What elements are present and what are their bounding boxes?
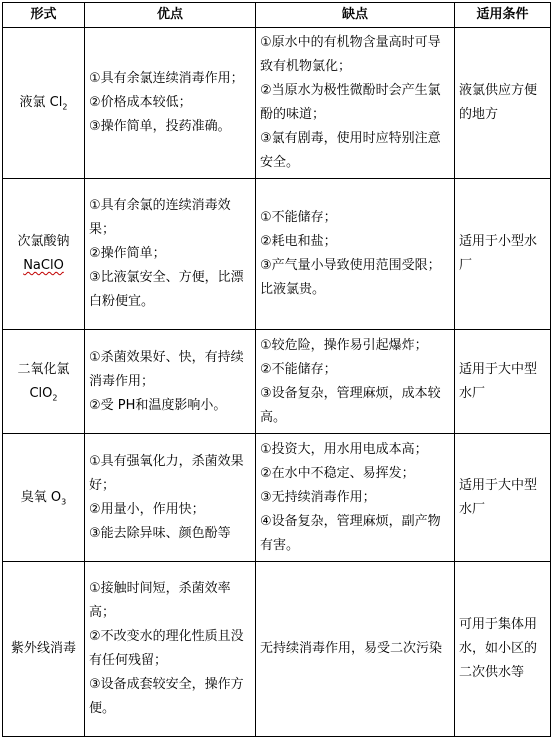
advantage-item: ②受 PH和温度影响小。 — [89, 397, 227, 413]
row-advantages-cell — [85, 562, 256, 737]
disadvantage-item: ①投资大，用水用电成本高； — [260, 441, 428, 457]
disadvantage-item: ②耗电和盐； — [260, 234, 337, 249]
row-form-cell — [3, 28, 85, 179]
advantage-item: ③能去除异味、颜色酚等 — [89, 525, 231, 541]
row-advantages-cell — [85, 434, 256, 562]
row-disadvantages-cell — [256, 562, 455, 737]
advantage-item: ①杀菌效果好、快，有持续消毒作用； — [89, 349, 244, 389]
form-subscript: 2 — [52, 393, 58, 403]
disadvantage-item: ①较危险，操作易引起爆炸； — [260, 337, 428, 353]
row-form-cell — [3, 434, 85, 562]
form-name: 紫外线消毒 — [10, 641, 76, 656]
form-subscript: 2 — [62, 102, 68, 112]
row-advantages-cell — [85, 179, 256, 330]
disadvantage-item: ①不能储存； — [260, 210, 337, 225]
form-subscript: 3 — [61, 497, 67, 507]
disadvantage-item: ③设备复杂，管理麻烦，成本较高。 — [260, 385, 441, 425]
disadvantage-item: ④设备复杂，管理麻烦，副产物有害。 — [260, 513, 441, 553]
disadvantage-item: ②在水中不稳定、易挥发； — [260, 465, 415, 481]
header-advantages: 优点 — [85, 3, 256, 28]
advantage-item: ③设备成套较安全，操作方便。 — [89, 677, 244, 716]
header-form: 形式 — [3, 3, 85, 28]
row-conditions-cell: 液氯供应方便的地方 — [455, 28, 551, 179]
row-conditions-cell: 适用于小型水厂 — [455, 179, 551, 330]
row-advantages-cell — [85, 28, 256, 179]
row-conditions-cell: 适用于大中型水厂 — [455, 330, 551, 434]
advantage-item: ①具有余氯的连续消毒效果； — [89, 198, 231, 237]
disadvantage-item: ①原水中的有机物含量高时可导致有机物氯化； — [260, 35, 441, 74]
disadvantage-item: ②不能储存； — [260, 361, 337, 377]
row-disadvantages-cell — [256, 28, 455, 179]
advantage-item: ②价格成本较低； — [89, 95, 192, 110]
disinfection-methods-table — [2, 2, 551, 737]
form-name: 二氧化氯 — [17, 361, 70, 377]
advantage-item: ②用量小，作用快； — [89, 501, 205, 517]
advantage-item: ③比液氯安全、方便，比漂白粉便宜。 — [89, 270, 244, 309]
form-name: 次氯酸钠 — [17, 234, 70, 249]
row-disadvantages-cell — [256, 330, 455, 434]
row-conditions-cell: 可用于集体用水，如小区的二次供水等 — [455, 562, 551, 737]
row-advantages-cell — [85, 330, 256, 434]
table-row — [3, 28, 551, 179]
table-row — [3, 434, 551, 562]
advantage-item: ①具有强氧化力，杀菌效果好； — [89, 453, 244, 493]
header-disadvantages: 缺点 — [256, 3, 455, 28]
disadvantage-item: ③产气量小导致使用范围受限；比液氯贵。 — [260, 258, 441, 297]
advantage-item: ③操作简单，投药准确。 — [89, 119, 231, 134]
table-header-row — [3, 3, 551, 28]
row-conditions-cell: 适用于大中型水厂 — [455, 434, 551, 562]
disadvantage-item: ②当原水为极性微酚时会产生氯酚的味道； — [260, 83, 441, 122]
advantage-item: ①接触时间短，杀菌效率高； — [89, 581, 231, 620]
row-form-cell — [3, 330, 85, 434]
form-name: 臭氧 O — [20, 489, 62, 505]
disadvantage-item: ③氯有剧毒，使用时应特别注意安全。 — [260, 131, 441, 170]
table-row — [3, 562, 551, 737]
advantage-item: ②不改变水的理化性质且没有任何残留； — [89, 629, 244, 668]
advantage-item: ②操作简单； — [89, 246, 166, 261]
row-disadvantages-cell — [256, 179, 455, 330]
advantage-item: ①具有余氯连续消毒作用； — [89, 71, 244, 86]
form-formula: NaClO — [23, 258, 64, 273]
row-form-cell — [3, 179, 85, 330]
form-name: 液氯 Cl — [19, 95, 63, 110]
disadvantage-item: 无持续消毒作用，易受二次污染 — [260, 641, 443, 656]
row-form-cell — [3, 562, 85, 737]
table-row — [3, 330, 551, 434]
header-conditions: 适用条件 — [455, 3, 551, 28]
form-formula: ClO — [29, 385, 53, 401]
disadvantage-item: ③无持续消毒作用； — [260, 489, 376, 505]
table-row — [3, 179, 551, 330]
row-disadvantages-cell — [256, 434, 455, 562]
